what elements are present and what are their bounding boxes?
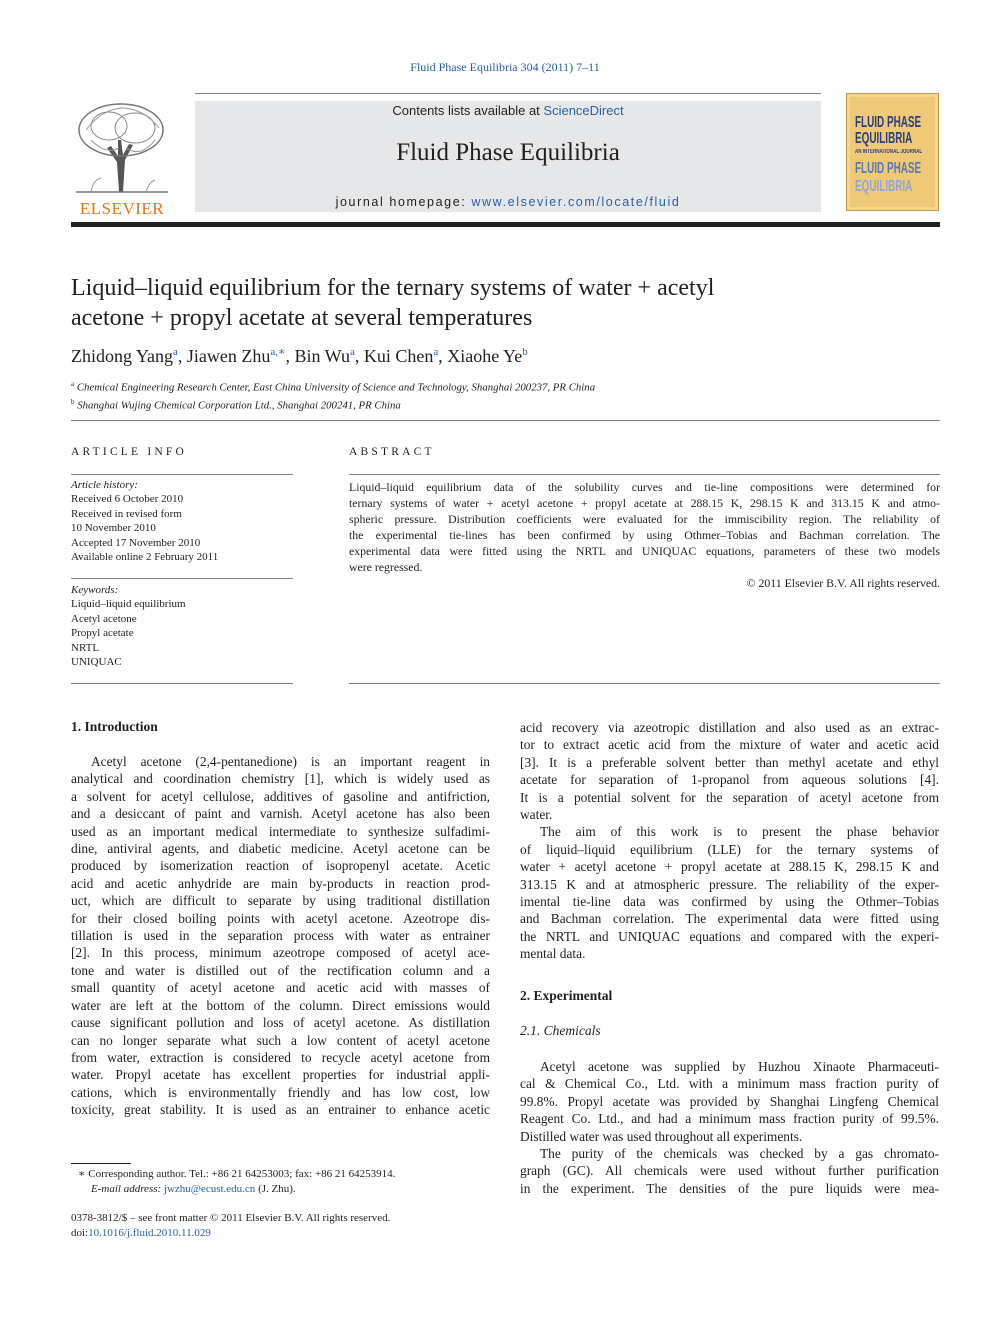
body-line: the NRTL and UNIQUAC equations and compared with the experi- bbox=[520, 928, 939, 944]
abstract-line: were regressed. bbox=[349, 560, 423, 574]
contents-line bbox=[195, 103, 821, 118]
doi-link[interactable]: 10.1016/j.fluid.2010.11.029 bbox=[88, 1227, 211, 1239]
contents-prefix: Contents lists available at bbox=[392, 103, 544, 118]
abstract-line: experimental data were fitted using the NRTL and UNIQUAC equations, parameters of these two models bbox=[349, 544, 940, 558]
body-line: Acetyl acetone was supplied by Huzhou Xinaote Pharmaceuti- bbox=[540, 1059, 939, 1074]
body-line: water + acetyl acetone + propyl acetate at 288.15 K, 298.15 K and bbox=[520, 859, 939, 875]
cover-text-2: EQUILIBRIA bbox=[855, 130, 913, 147]
chemicals-paragraph bbox=[520, 1058, 939, 1197]
author-name[interactable]: Xiaohe Ye bbox=[447, 346, 523, 366]
body-line: mental data. bbox=[520, 946, 586, 962]
footnote bbox=[78, 1167, 395, 1197]
author-name[interactable]: Zhidong Yang bbox=[71, 346, 174, 366]
body-line: for their closed boiling points with acetyl acetone. Azeotrope dis- bbox=[71, 910, 490, 926]
body-line: dine, antiviral agents, and diabetic medicine. Acetyl acetone can be bbox=[71, 841, 490, 857]
email-label: E-mail address: bbox=[91, 1183, 164, 1195]
history-line: Available online 2 February 2011 bbox=[71, 551, 219, 564]
keyword: NRTL bbox=[71, 641, 100, 654]
abstract-heading: ABSTRACT bbox=[349, 446, 435, 458]
body-line: imental tie-line data was confirmed by using the Othmer–Tobias bbox=[520, 894, 939, 910]
body-line: and a desiccant of paint and varnish. Acetyl acetone has also been bbox=[71, 806, 490, 822]
elsevier-logo[interactable] bbox=[71, 100, 173, 218]
author-sep: , bbox=[438, 346, 448, 366]
intro-paragraph bbox=[71, 753, 490, 1119]
affil-mark: b bbox=[71, 397, 75, 406]
body-line: [2]. In this process, minimum azeotrope composed of acetyl ace- bbox=[71, 945, 490, 961]
affil-text: Shanghai Wujing Chemical Corporation Ltd., Shanghai 200241, PR China bbox=[77, 399, 401, 412]
journal-citation[interactable] bbox=[0, 60, 992, 75]
affiliation-rule bbox=[71, 420, 940, 421]
keyword: Acetyl acetone bbox=[71, 612, 137, 625]
body-line: toxicity, great stability. It is used as an entrainer to enhance acetic bbox=[71, 1102, 490, 1118]
keyword: UNIQUAC bbox=[71, 656, 122, 669]
author-sep: , bbox=[354, 346, 364, 366]
body-line: used as an important medical intermediate to synthesize sulfadimi- bbox=[71, 823, 490, 839]
body-line: It is a potential solvent for the separation of acetyl acetone from bbox=[520, 789, 939, 805]
body-line: cal & Chemical Co., Ltd. with a minimum mass fraction purity of bbox=[520, 1076, 939, 1092]
body-line: of liquid–liquid equilibrium (LLE) for the ternary systems of bbox=[520, 841, 939, 857]
article-info-rule bbox=[71, 474, 293, 475]
body-line: acetate for separation of 1-propanol from aqueous solutions [4]. bbox=[520, 772, 939, 788]
subsection-heading-chemicals: 2.1. Chemicals bbox=[520, 1023, 601, 1038]
body-line: The purity of the chemicals was checked by a gas chromato- bbox=[540, 1146, 939, 1162]
article-title bbox=[71, 273, 714, 333]
homepage-prefix: journal homepage: bbox=[335, 195, 472, 209]
cover-text-3: AN INTERNATIONAL JOURNAL bbox=[855, 149, 923, 155]
body-line: and Bachman correlation. The experimental data were fitted using bbox=[520, 911, 939, 927]
keyword: Liquid–liquid equilibrium bbox=[71, 598, 186, 611]
journal-title: Fluid Phase Equilibria bbox=[396, 139, 620, 166]
journal-citation-text[interactable]: Fluid Phase Equilibria 304 (2011) 7–11 bbox=[410, 60, 600, 74]
body-line: cations, which is environmentally friendly and has low cost, low bbox=[71, 1084, 490, 1100]
issn: 0378-3812/$ – see front matter © 2011 Elsevier B.V. All rights reserved. bbox=[71, 1212, 391, 1224]
section-heading-introduction: 1. Introduction bbox=[71, 719, 158, 734]
keyword: Propyl acetate bbox=[71, 627, 134, 640]
keywords-label: Keywords: bbox=[71, 584, 119, 596]
elsevier-tree-icon bbox=[71, 100, 173, 195]
author-name[interactable]: Bin Wu bbox=[294, 346, 350, 366]
body-line: acid recovery via azeotropic distillation and also used as an extrac- bbox=[520, 720, 939, 735]
homepage-link[interactable]: www.elsevier.com/locate/fluid bbox=[471, 195, 681, 209]
header-top-rule bbox=[195, 93, 821, 94]
history-line: 10 November 2010 bbox=[71, 522, 156, 535]
body-line: cause significant pollution and loss of acetyl acetone. As distillation bbox=[71, 1015, 490, 1031]
history-line: Accepted 17 November 2010 bbox=[71, 536, 201, 549]
email-link[interactable]: jwzhu@ecust.edu.cn bbox=[163, 1183, 256, 1195]
info-bottom-rule bbox=[71, 683, 293, 684]
body-line: in the experiment. The densities of the pure liquids were mea- bbox=[520, 1180, 939, 1196]
corresponding-author: ∗ Corresponding author. Tel.: +86 21 64253003; fax: +86 21 64253914. bbox=[78, 1168, 396, 1180]
affiliation-a bbox=[71, 377, 595, 395]
body-line: tor to extract acetic acid from the mixture of water and acetic acid bbox=[520, 737, 939, 753]
keywords-rule bbox=[71, 578, 293, 579]
author-affil-mark[interactable]: b bbox=[522, 346, 528, 358]
abstract-bottom-rule bbox=[349, 683, 940, 684]
author-affil-mark[interactable]: a,∗ bbox=[270, 346, 286, 358]
body-line: uct, which are difficult to separate by using traditional distillation bbox=[71, 893, 490, 909]
body-line: acid and acetic anhydride are main by-products in reaction prod- bbox=[71, 875, 490, 891]
abstract-line: spheric pressure. Distribution coefficients were evaluated for the immiscibility region. The reliability of bbox=[349, 512, 940, 526]
copyright: © 2011 Elsevier B.V. All rights reserved. bbox=[746, 576, 940, 590]
body-line: water. bbox=[520, 807, 553, 823]
author-list bbox=[71, 345, 528, 367]
affil-mark: a bbox=[71, 380, 75, 388]
title-line-2: acetone + propyl acetate at several temperatures bbox=[71, 305, 533, 331]
abstract-rule bbox=[349, 474, 940, 475]
body-line: analytical and coordination chemistry [1], which is widely used as bbox=[71, 771, 490, 787]
journal-cover[interactable] bbox=[846, 93, 939, 211]
email-suffix: (J. Zhu). bbox=[255, 1183, 296, 1195]
author-sep: , bbox=[285, 346, 295, 366]
body-line: The aim of this work is to present the phase behavior bbox=[540, 824, 939, 840]
author-name[interactable]: Jiawen Zhu bbox=[186, 346, 271, 366]
abstract-line: Liquid–liquid equilibrium data of the solubility curves and tie-line compositions were determined for bbox=[349, 480, 940, 494]
title-line-1: Liquid–liquid equilibrium for the ternary systems of water + acetyl bbox=[71, 275, 715, 301]
body-line: from water, extraction is considered to recycle acetyl acetone from bbox=[71, 1049, 490, 1065]
body-line: can no longer separate what such a low content of acetyl acetone bbox=[71, 1032, 490, 1048]
author-affil-mark[interactable]: a bbox=[433, 346, 439, 358]
affiliation-b bbox=[71, 395, 595, 413]
homepage-line bbox=[195, 195, 821, 209]
body-line: Acetyl acetone (2,4-pentanedione) is an important reagent in bbox=[91, 754, 490, 769]
cover-text-1: FLUID PHASE bbox=[855, 114, 922, 131]
article-history bbox=[71, 478, 293, 564]
section-heading-experimental: 2. Experimental bbox=[520, 988, 613, 1003]
article-info-heading: ARTICLE INFO bbox=[71, 446, 187, 458]
body-line: Distilled water was used throughout all experiments. bbox=[520, 1128, 803, 1144]
body-line: produced by isomerization reaction of isopropenyl acetate. Acetic bbox=[71, 858, 490, 874]
footnote-rule bbox=[71, 1163, 131, 1164]
history-line: Received 6 October 2010 bbox=[71, 493, 184, 506]
body-line: small quantity of acetyl acetone and acetic acid with masses of bbox=[71, 980, 490, 996]
issn-block bbox=[71, 1211, 390, 1241]
intro-continued bbox=[520, 719, 939, 963]
doi-prefix: doi: bbox=[71, 1227, 89, 1239]
body-line: water are left at the bottom of the column. Direct emissions would bbox=[71, 997, 490, 1013]
cover-text-4: FLUID PHASE bbox=[855, 160, 922, 177]
body-line: [3]. It is a preferable solvent better than methyl acetate and ethyl bbox=[520, 754, 939, 770]
keywords bbox=[71, 583, 293, 669]
abstract-line: the experimental tie-lines has been confirmed by using Othmer–Tobias and Bachman correlation. The bbox=[349, 528, 940, 542]
history-line: Received in revised form bbox=[71, 507, 182, 520]
cover-text-5: EQUILIBRIA bbox=[855, 178, 913, 195]
abstract-line: ternary systems of water + acetyl acetone + propyl acetate at 288.15 K, 298.15 K and 313.15 K and atmo- bbox=[349, 496, 940, 510]
author-affil-mark[interactable]: a bbox=[173, 346, 178, 358]
body-line: water. Propyl acetate has excellent properties for industrial appli- bbox=[71, 1067, 490, 1083]
abstract-body bbox=[349, 479, 940, 591]
header-thick-rule bbox=[71, 222, 940, 227]
affiliations bbox=[71, 377, 595, 412]
body-line: tillation is used in the separation process with water as entrainer bbox=[71, 928, 490, 944]
author-affil-mark[interactable]: a bbox=[349, 346, 355, 358]
author-name[interactable]: Kui Chen bbox=[363, 346, 434, 366]
history-label: Article history: bbox=[71, 479, 138, 491]
sciencedirect-link[interactable]: ScienceDirect bbox=[543, 103, 624, 118]
body-line: 313.15 K and at atmospheric pressure. The reliability of the exper- bbox=[520, 876, 939, 892]
body-line: a solvent for acetyl cellulose, additives of gasoline and antifriction, bbox=[71, 788, 490, 804]
body-line: 99.8%. Propyl acetate was provided by Shanghai Lingfeng Chemical bbox=[520, 1093, 939, 1109]
affil-text: Chemical Engineering Research Center, East China University of Science and Technology, Shanghai 200237, PR China bbox=[76, 381, 596, 394]
body-line: Reagent Co. Ltd., and had a minimum mass fraction purity of 99.5%. bbox=[520, 1111, 939, 1127]
body-line: graph (GC). All chemicals were used without further purification bbox=[520, 1163, 939, 1179]
author-sep: , bbox=[177, 346, 187, 366]
body-line: tone and water is distilled out of the rectification column and a bbox=[71, 962, 490, 978]
elsevier-wordmark: ELSEVIER bbox=[79, 199, 165, 218]
